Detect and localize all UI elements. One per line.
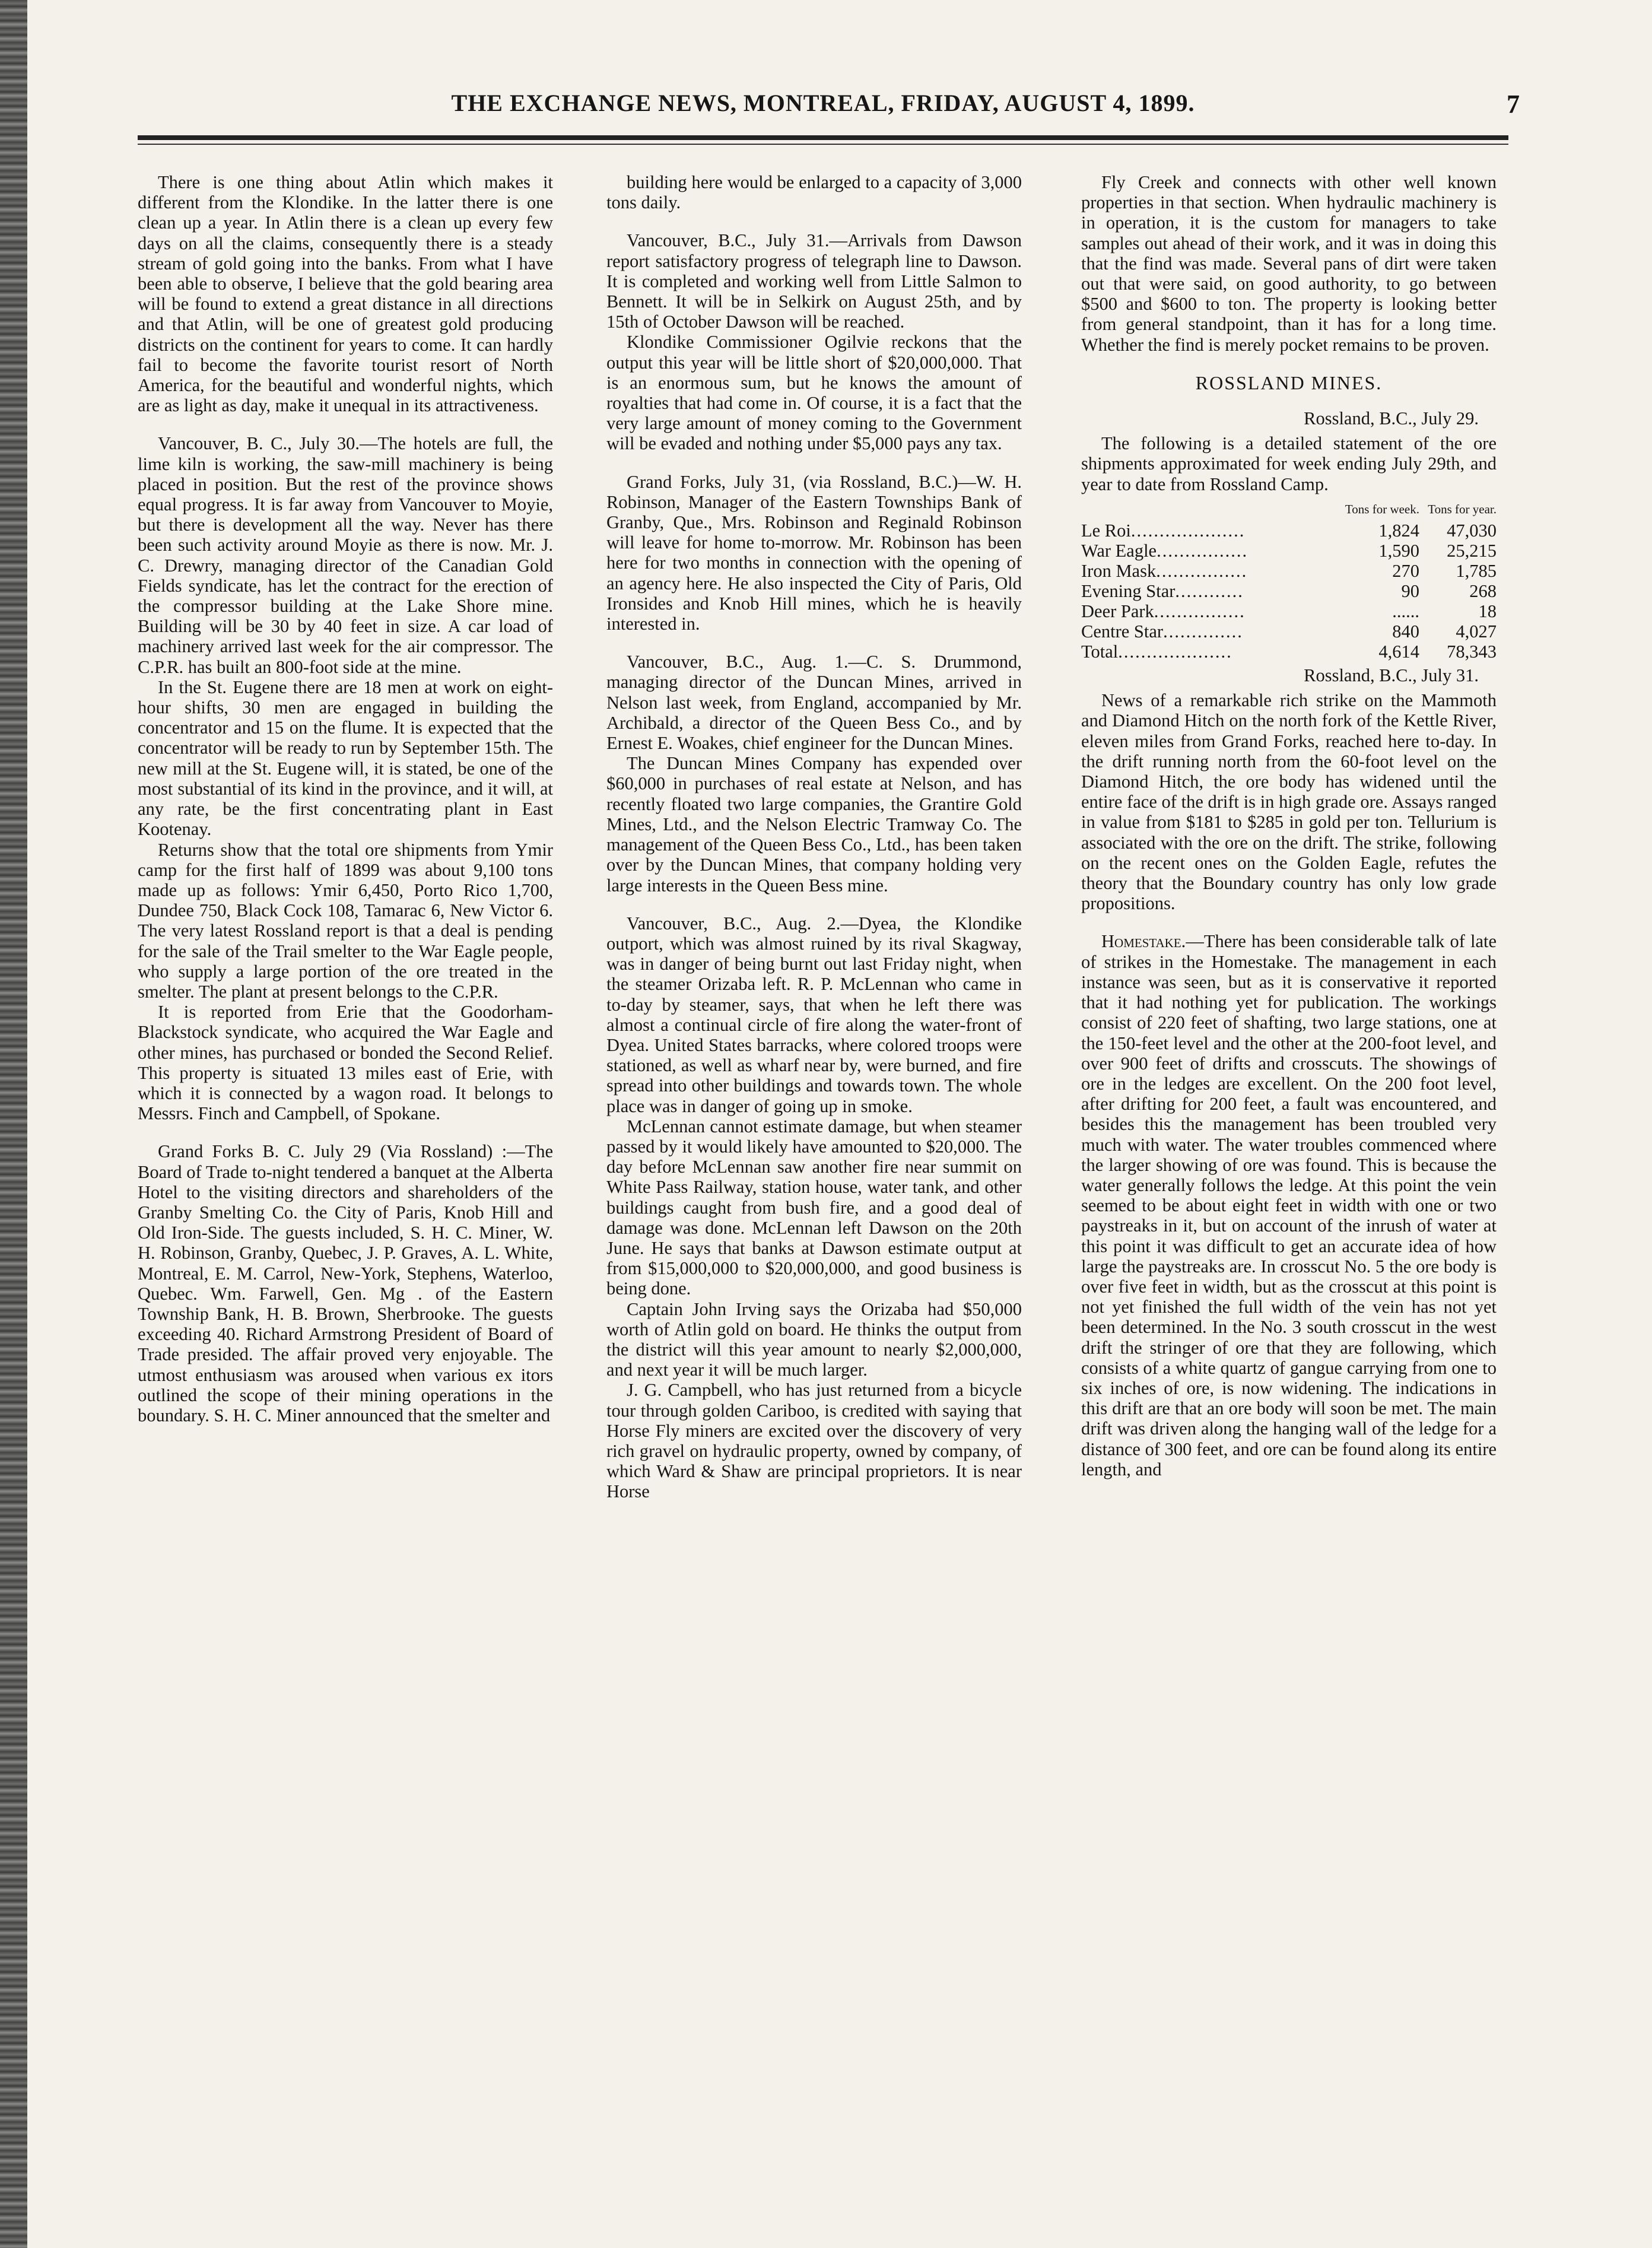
leader-dots: .................... xyxy=(1130,520,1246,541)
homestake-label: Homestake. xyxy=(1101,931,1186,952)
mine-name: Deer Park xyxy=(1081,601,1154,622)
tons-week: 840 xyxy=(1392,621,1419,642)
homestake-text: —There has been considerable talk of late of strikes in the Homestake. The management in each instance was seen, but as it is conservative it reported that it had nothing yet for publication. The workings consist of 220 feet of shafting, two large stations, one at the 150-feet level and the other at the 200-foot level, and over 900 feet of drifts and crosscuts. The showings of ore in the ledges are excellent. On the 200 foot level, after drifting for 200 feet, a fault was encountered, and besides this the management has been troubled very much with water. The water troubles commenced where the larger showing of ore was found. This is because the water generally follows the ledge. At this point the vein seemed to be about eight feet in width with one or two paystreaks in it, but on account of the inrush of water at this point it was difficult to get an accurate idea of how large the paystreaks are. In crosscut No. 5 the ore body is over five feet in width, but as the crosscut at this point is not yet finished the full width of the vein has not yet been determined. In the No. 3 south crosscut in the west drift the stringer of ore that they are following, which consists of a white quartz of gangue carrying from one to six inches of ore, is now widening. The indications in this drift are that an ore body will soon be met. The main drift was driven along the hanging wall of the ledge for a distance of 300 feet, and ore can be found along its entire length, and xyxy=(1081,931,1497,1479)
article-paragraph: Grand Forks B. C. July 29 (Via Rossland) :—The Board of Trade to-night tendered a banquet at the Alberta Hotel to the visiting directors and shareholders of the Granby Smelting Co. the City of Paris, Knob Hill and Old Iron-Side. The guests included, S. H. C. Miner, W. H. Robinson, Granby, Quebec, J. P. Graves, A. L. White, Montreal, E. M. Carrol, New-York, Stephens, Waterloo, Quebec. Wm. Farwell, Gen. Mg . of the Eastern Township Bank, H. B. Brown, Sherbrooke. The guests exceeding 40. Richard Armstrong President of Board of Trade presided. The affair proved very enjoyable. The utmost enthusiasm was aroused when various ex itors outlined the scope of their mining operations in the boundary. S. H. C. Miner announced that the smelter and xyxy=(138,1141,553,1425)
dateline: Rossland, B.C., July 31. xyxy=(1304,665,1479,686)
column-header-year: Tons for year. xyxy=(1428,501,1497,516)
leader-dots: .............. xyxy=(1163,621,1243,642)
article-paragraph: Grand Forks, July 31, (via Rossland, B.C.)—W. H. Robinson, Manager of the Eastern Townships Bank of Granby, Que., Mrs. Robinson and Reginald Robinson will leave for home to-morrow. Mr. Robinson has been here for two months in connection with the opening of an agency here. He also inspected the City of Paris, Old Ironsides and Knob Hill mines, which he is heavily interested in. xyxy=(606,471,1022,634)
masthead-rule-thick xyxy=(138,135,1508,140)
article-paragraph: building here would be enlarged to a capacity of 3,000 tons daily. xyxy=(606,172,1022,213)
total-week: 4,614 xyxy=(1378,642,1419,662)
table-row xyxy=(1081,601,1497,621)
tons-year: 47,030 xyxy=(1447,520,1497,541)
tons-year: 18 xyxy=(1478,601,1497,622)
article-paragraph: Vancouver, B.C., July 31.—Arrivals from Dawson report satisfactory progress of telegraph line to Dawson. It is completed and working well from Little Salmon to Bennett. It will be in Selkirk on August 25th, and by 15th of October Dawson will be reached. xyxy=(606,230,1022,332)
table-row xyxy=(1081,561,1497,581)
leader-dots: .................... xyxy=(1118,642,1232,662)
article-paragraph: Klondike Commissioner Ogilvie reckons that the output this year will be little short of $20,000,000. That is an enormous sum, but he knows the amount of royalties that had come in. Of course, it is a fact that the very large amount of money coming to the Government will be evaded and nothing under $5,000 pays any tax. xyxy=(606,332,1022,454)
tons-year: 25,215 xyxy=(1447,541,1497,561)
article-paragraph: Vancouver, B.C., Aug. 1.—C. S. Drummond, managing director of the Duncan Mines, arrived in Nelson last week, from England, accompanied by Mr. Archibald, a director of the Queen Bess Co., and by Ernest E. Woakes, chief engineer for the Duncan Mines. xyxy=(606,652,1022,754)
article-paragraph: It is reported from Erie that the Goodorham-Blackstock syndicate, who acquired the War Eagle and other mines, has purchased or bonded the Second Relief. This property is situated 13 miles east of Erie, with which it is connected by a wagon road. It belongs to Messrs. Finch and Campbell, of Spokane. xyxy=(138,1002,553,1124)
article-paragraph: There is one thing about Atlin which makes it different from the Klondike. In the latter there is one clean up a year. In Atlin there is a clean up every few days on all the claims, consequently there is a steady stream of gold going into the banks. From what I have been able to observe, I believe that the gold bearing area will be found to extend a great distance in all directions and that Atlin, will be one of greatest gold producing districts on the continent for years to come. It can hardly fail to become the favorite tourist resort of North America, for the beautiful and wonderful nights, which are as light as day, make it unequal in its attractiveness. xyxy=(138,172,553,416)
article-paragraph xyxy=(1081,931,1497,1479)
page-number: 7 xyxy=(1507,90,1520,119)
article-paragraph: McLennan cannot estimate damage, but when steamer passed by it would likely have amounted to $20,000. The day before McLennan saw another fire near summit on White Pass Railway, station house, water tank, and other buildings caught from bush fire, and a good deal of damage was done. McLennan left Dawson on the 20th June. He says that banks at Dawson estimate output at from $15,000,000 to $20,000,000, and good business is being done. xyxy=(606,1116,1022,1299)
tons-year: 1,785 xyxy=(1456,561,1497,582)
table-header-row xyxy=(1081,499,1497,520)
masthead-title: THE EXCHANGE NEWS, MONTREAL, FRIDAY, AUGUST 4, 1899. xyxy=(451,90,1195,116)
masthead-rule-thin xyxy=(138,144,1508,145)
table-total-row xyxy=(1081,642,1497,662)
ore-shipments-table xyxy=(1081,499,1497,662)
mine-name: War Eagle xyxy=(1081,541,1157,561)
table-row xyxy=(1081,581,1497,601)
column-1 xyxy=(138,172,553,2214)
article-paragraph: Vancouver, B.C., Aug. 2.—Dyea, the Klondike outport, which was almost ruined by its rival Skagway, was in danger of being burnt out last Friday night, when the steamer Orizaba left. R. P. McLennan who came in to-day by steamer, says, that when he left there was almost a continual circle of fire along the water-front of Dyea. United States barracks, where colored troops were stationed, as well as wharf near by, were burned, and fire spread into other buildings and towards town. The whole place was in danger of going up in smoke. xyxy=(606,913,1022,1116)
scan-binding-edge xyxy=(0,0,27,2248)
masthead xyxy=(138,89,1520,142)
table-row xyxy=(1081,541,1497,561)
article-paragraph: J. G. Campbell, who has just returned from a bicycle tour through golden Cariboo, is credited with saying that Horse Fly miners are excited over the discovery of very rich gravel on hydraulic property, owned by company, of which Ward & Shaw are principal proprietors. It is near Horse xyxy=(606,1380,1022,1502)
column-header-week: Tons for week. xyxy=(1345,501,1419,516)
table-row xyxy=(1081,621,1497,642)
article-paragraph: In the St. Eugene there are 18 men at work on eight-hour shifts, 30 men are engaged in building the concentrator and 15 on the flume. It is expected that the concentrator will be ready to run by September 15th. The new mill at the St. Eugene will, it is stated, be one of the most substantial of its kind in the province, and it will, at any rate, be the first concentrating plant in East Kootenay. xyxy=(138,677,553,840)
article-paragraph: The Duncan Mines Company has expended over $60,000 in purchases of real estate at Nelson, and has recently floated two large companies, the Grantire Gold Mines, Ltd., and the Nelson Electric Tramway Co. The management of the Queen Bess Co., Ltd., has been taken over by the Duncan Mines, that company holding very large interests in the Queen Bess mine. xyxy=(606,753,1022,896)
dateline: Rossland, B.C., July 29. xyxy=(1304,408,1479,429)
leader-dots: ................ xyxy=(1154,601,1246,622)
total-year: 78,343 xyxy=(1447,642,1497,662)
mine-name: Iron Mask xyxy=(1081,561,1157,582)
mine-name: Evening Star xyxy=(1081,581,1176,602)
mine-name: Centre Star xyxy=(1081,621,1164,642)
leader-dots: ................ xyxy=(1157,541,1248,561)
column-2 xyxy=(606,172,1022,2214)
tons-week: 90 xyxy=(1401,581,1419,602)
newspaper-page xyxy=(138,89,1520,2225)
article-paragraph: Fly Creek and connects with other well known properties in that section. When hydraulic machinery is in operation, it is the custom for managers to take samples out ahead of their work, and it was in doing this that the find was made. Several pans of dirt were taken out that were said, on good authority, to go between $500 and $600 to ton. The property is looking better from general standpoint, than it has for a long time. Whether the find is merely pocket remains to be proven. xyxy=(1081,172,1497,355)
article-paragraph: News of a remarkable rich strike on the Mammoth and Diamond Hitch on the north fork of the Kettle River, eleven miles from Grand Forks, reached here to-day. In the drift running north from the 60-foot level on the Diamond Hitch, the ore body has widened until the entire face of the drift is in high grade ore. Assays ranged in value from $181 to $285 in gold per ton. Tellurium is associated with the ore on the drift. The strike, following on the recent ones on the Golden Eagle, refutes the theory that the Boundary country has only low grade propositions. xyxy=(1081,690,1497,914)
total-label: Total xyxy=(1081,642,1119,662)
tons-week: 1,590 xyxy=(1378,541,1419,561)
column-3 xyxy=(1081,172,1497,2214)
section-heading-rossland-mines: ROSSLAND MINES. xyxy=(1195,372,1383,393)
article-paragraph: Captain John Irving says the Orizaba had $50,000 worth of Atlin gold on board. He thinks the output from the district will this year amount to nearly $2,000,000, and next year it will be much larger. xyxy=(606,1298,1022,1380)
table-row xyxy=(1081,520,1497,541)
article-paragraph: Returns show that the total ore shipments from Ymir camp for the first half of 1899 was about 9,100 tons made up as follows: Ymir 6,450, Porto Rico 1,700, Dundee 750, Black Cock 108, Tamarac 6, New Victor 6. The very latest Rossland report is that a deal is pending for the sale of the Trail smelter to the War Eagle people, who supply a large portion of the ore treated in the smelter. The plant at present belongs to the C.P.R. xyxy=(138,839,553,1002)
tons-week: ...... xyxy=(1392,601,1419,622)
tons-week: 1,824 xyxy=(1378,520,1419,541)
leader-dots: ............ xyxy=(1175,581,1244,602)
tons-year: 4,027 xyxy=(1456,621,1497,642)
tons-year: 268 xyxy=(1469,581,1497,602)
article-paragraph: Vancouver, B. C., July 30.—The hotels are full, the lime kiln is working, the saw-mill machinery is being placed in position. But the rest of the province shows equal progress. It is far away from Vancouver to Moyie, but there is development all the way. Never has there been such activity around Moyie as there is now. Mr. J. C. Drewry, managing director of the Canadian Gold Fields syndicate, has let the contract for the erection of the compressor building at the Lake Shore mine. Building will be 30 by 40 feet in size. A car load of machinery arrived last week for the air compressor. The C.P.R. has built an 800-foot side at the mine. xyxy=(138,433,553,677)
article-paragraph: The following is a detailed statement of the ore shipments approximated for week ending July 29th, and year to date from Rossland Camp. xyxy=(1081,433,1497,494)
leader-dots: ................ xyxy=(1156,561,1248,582)
mine-name: Le Roi xyxy=(1081,520,1131,541)
tons-week: 270 xyxy=(1392,561,1419,582)
